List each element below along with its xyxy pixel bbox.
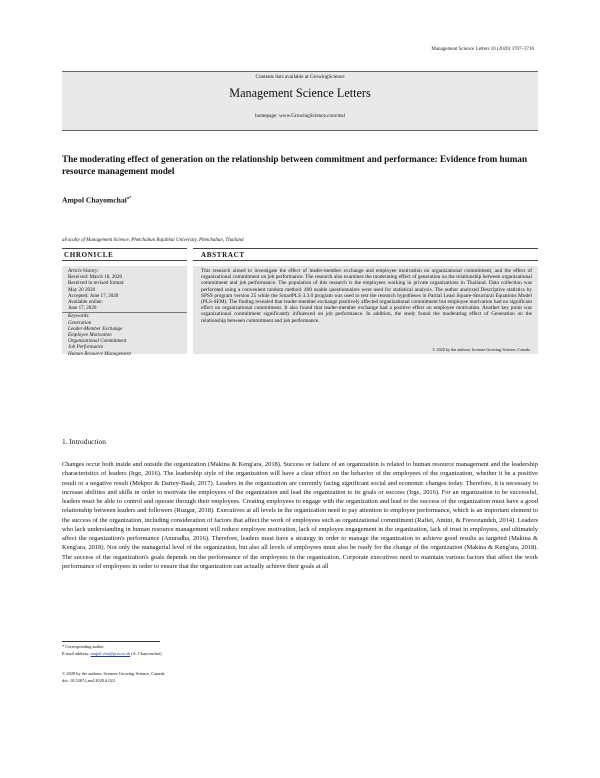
chronicle-heading: CHRONICLE xyxy=(62,248,187,261)
abstract-copyright: © 2020 by the authors; licensee Growing Science, Canada xyxy=(432,347,530,352)
keyword-item: Employee Motivation xyxy=(68,332,112,339)
section-heading-introduction: 1. Introduction xyxy=(62,437,106,446)
email-link[interactable]: ampol.cha@pcru.ac.th xyxy=(90,651,131,656)
journal-title: Management Science Letters xyxy=(229,86,371,100)
online-label: Available online: xyxy=(68,299,103,306)
email-note xyxy=(62,651,162,656)
abstract-text: This research aimed to investigate the effect of leader-member exchange and employee motivation on organizational commitment, and the effect of organizational commitment on job performance. The research also examines the moderating effect of generation on the relationship between organizational commitment and job performance. The population of this research is the employees working in private organizations in Thailand. Data collection was performed using a convenient random method. 400 usable questionnaires were used for statistical analysis. The author analyzed Descriptive statistics by SPSS program version 25 while the SmartPLS 3.3.0 program was used to test the research hypotheses in Partial Least Square-Structural Equations Model (PLS-SEM). The finding revealed that leader-member exchange positively affected organizational commitment but employee motivation had no significant effect on organizational commitment. It also found that leader-member exchange had a positive effect on employee motivation. Another key point was organizational commitment significantly influenced on job performance. In addition, the study found the moderating effect of Generation on the relationship between commitment and job performance. xyxy=(201,268,532,324)
journal-header xyxy=(62,71,538,131)
paper-title: The moderating effect of generation on the relationship between commitment and performance: Evidence from human resource management model xyxy=(62,154,528,176)
revised-date: May 20 2020 xyxy=(68,286,96,293)
keyword-item: Generation xyxy=(68,319,92,326)
introduction-text: Changes occur both inside and outside the organization (Makina & Keng'ara, 2018). Success or failure of an organization is related to human resource management and the leadership characteristics of leaders (Irge, 2016). The leadership style of the organization will have a clear effect on the behavior of the employees of the organization, whether it be a positive result or a negative result (Mekpor & Dartey-Baah, 2017). Leaders in the organization are currently facing significant social and economic changes today. Therefore, it is necessary to increase abilities and skills in order to motivate the employees of the organization and lead the organization to its goals or success (Irge, 2016). For an organization to be successful, leaders must be able to control and operate through their employees. Creating employees to engage with the organization and lead to the success of the organization must have a good relationship between leaders and followers (Ruzgar, 2018). Executives at all levels in the organization need to pay attention to employee performance, which is an important element to the success of the organization, including consideration of factors that affect the work of employees such as organizational commitment (Rafiei, Amini, & Foroozandeh, 2014). Leaders who lack understanding in human resource management will reduce employee motivation, lack of employee engagement in the organization, lack of trust in employees, and ultimately affect the organization's performance (Anuradha, 2016). Therefore, leaders must have a strategy in order to manage the organization to achieve good results as targeted (Makina & Keng'ara, 2018). Not only the managerial level of the organization, but also all levels of employees must also be ready for the change of the organization (Makina & Keng'ara, 2018). The success of the organization's goals depends on the performance of the employees in the organization. Corporate executives need to maintain various factors that affect the work performance of employees in order to ensure that the organization can actually achieve their goals at all xyxy=(62,461,538,570)
accepted-date: Accepted: June 17, 2020 xyxy=(68,292,119,299)
keyword-item: Leader-Member Exchange xyxy=(68,325,123,332)
keywords-label: Keywords: xyxy=(62,312,187,319)
email-suffix: (A. Chayomchai) xyxy=(130,651,162,656)
chronicle-box xyxy=(62,266,187,357)
keyword-item: Job Performance xyxy=(68,344,104,351)
corresponding-note: * Corresponding author. xyxy=(62,644,105,649)
author-name: Ampol Chayomchai xyxy=(62,195,127,205)
abstract-heading: ABSTRACT xyxy=(193,248,538,261)
affiliation: aFaculty of Management Science, Phetchabun Rajabhat University, Phetchabun, Thailand xyxy=(62,238,244,243)
received-date: Received: March 18, 2020 xyxy=(68,274,123,281)
running-head: Management Science Letters 10 (2020) 3707–3716 xyxy=(431,47,534,52)
keyword-item: Organizational Commitment xyxy=(68,338,127,345)
email-label: E-mail address: xyxy=(62,651,91,656)
revised-label: Received in revised format: xyxy=(68,280,125,287)
history-label: Article history: xyxy=(68,268,99,274)
author-line xyxy=(62,195,131,205)
contents-line: Contents lists available at GrowingScience xyxy=(255,74,345,80)
online-date: June 17, 2020 xyxy=(68,305,97,312)
footer-doi[interactable]: doi: 10.5267/j.msl.2020.6.022 xyxy=(62,678,115,683)
author-mark: a* xyxy=(126,195,132,200)
keyword-item: Human Resource Management xyxy=(68,350,131,357)
abstract-box xyxy=(193,266,538,354)
footer-copyright: © 2020 by the authors; licensee Growing Science, Canada xyxy=(62,671,165,676)
footnote-divider xyxy=(62,641,160,642)
journal-homepage[interactable]: homepage: www.GrowingScience.com/msl xyxy=(255,113,345,119)
